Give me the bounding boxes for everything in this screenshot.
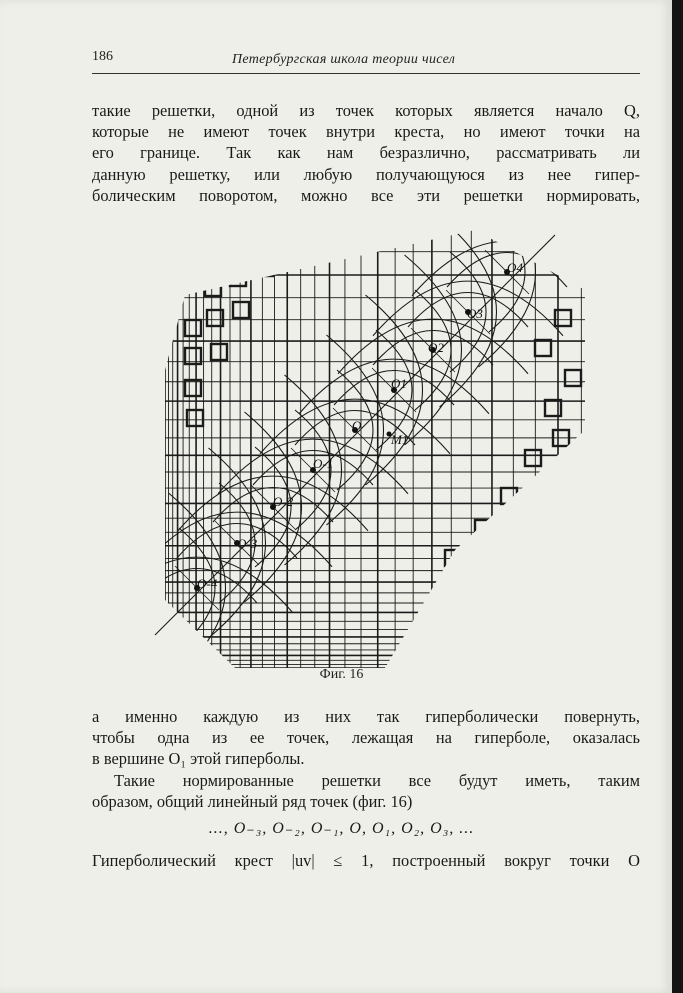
label-O1: O1	[391, 376, 407, 391]
text-line: образом, общий линейный ряд точек (фиг. 16)	[92, 791, 413, 811]
label-M1: M1	[391, 432, 409, 447]
label-O-4: O-4	[197, 576, 218, 591]
label-O3: O3	[467, 306, 483, 321]
label-O-1: O-1	[313, 456, 334, 471]
label-O: O	[352, 418, 362, 433]
text-line: а именно каждую из них так гиперболически повернуть,	[92, 707, 640, 726]
paragraph-3	[92, 850, 640, 871]
text-line: чтобы одна из ее точек, лежащая на гиперболе, оказалась	[92, 728, 640, 748]
lattice-square	[283, 252, 299, 268]
lattice-square	[211, 344, 227, 360]
label-O4: O4	[507, 260, 523, 275]
header-rule	[92, 73, 640, 74]
label-O2: O2	[428, 340, 444, 355]
figure-16-lattice-diagram	[145, 220, 615, 668]
label-O-3: O-3	[237, 536, 258, 551]
lattice-square	[501, 488, 517, 504]
paragraph-2	[92, 706, 640, 812]
text-line: данную решетку, или любую получающуюся из нее гипер-	[92, 164, 640, 184]
point-sequence: ..., O₋₃, O₋₂, O₋₁, O, O₁, O₂, O₃, ...	[208, 820, 475, 837]
lattice-square	[445, 550, 461, 566]
lattice-square	[230, 270, 246, 286]
label-O-2: O-2	[273, 494, 294, 509]
figure-caption: Фиг. 16	[319, 667, 364, 682]
paragraph-1	[92, 100, 640, 206]
running-title: Петербургская школа теории чисел	[232, 52, 456, 67]
lattice-square	[185, 320, 201, 336]
text-line: Такие нормированные решетки все будут иметь, таким	[114, 770, 640, 790]
text-line: его границе. Так как нам безразлично, рассматривать ли	[92, 143, 640, 163]
lattice-square	[475, 520, 491, 536]
page-number: 186	[92, 49, 113, 64]
text-line: которые не имеют точек внутри креста, но имеют точки на	[92, 122, 640, 142]
text-line: такие решетки, одной из точек которых является начало Q,	[92, 101, 640, 120]
lattice-square	[565, 370, 581, 386]
lattice-square	[525, 450, 541, 466]
hyperbola-arc	[489, 220, 525, 332]
hyperbola-arc	[145, 557, 292, 612]
text-line: в вершине O₁ этой гиперболы.	[92, 749, 305, 769]
lattice-square	[205, 280, 221, 296]
lattice-square	[257, 260, 273, 276]
lattice-square	[233, 302, 249, 318]
lattice-square	[535, 340, 551, 356]
lattice-square	[185, 380, 201, 396]
hyperbola-arc	[479, 220, 536, 367]
text-line: болическим поворотом, можно все эти решетки нормировать,	[92, 185, 640, 205]
text-line: Гиперболический крест |uv| ≤ 1, построенный вокруг точки O	[92, 851, 640, 870]
